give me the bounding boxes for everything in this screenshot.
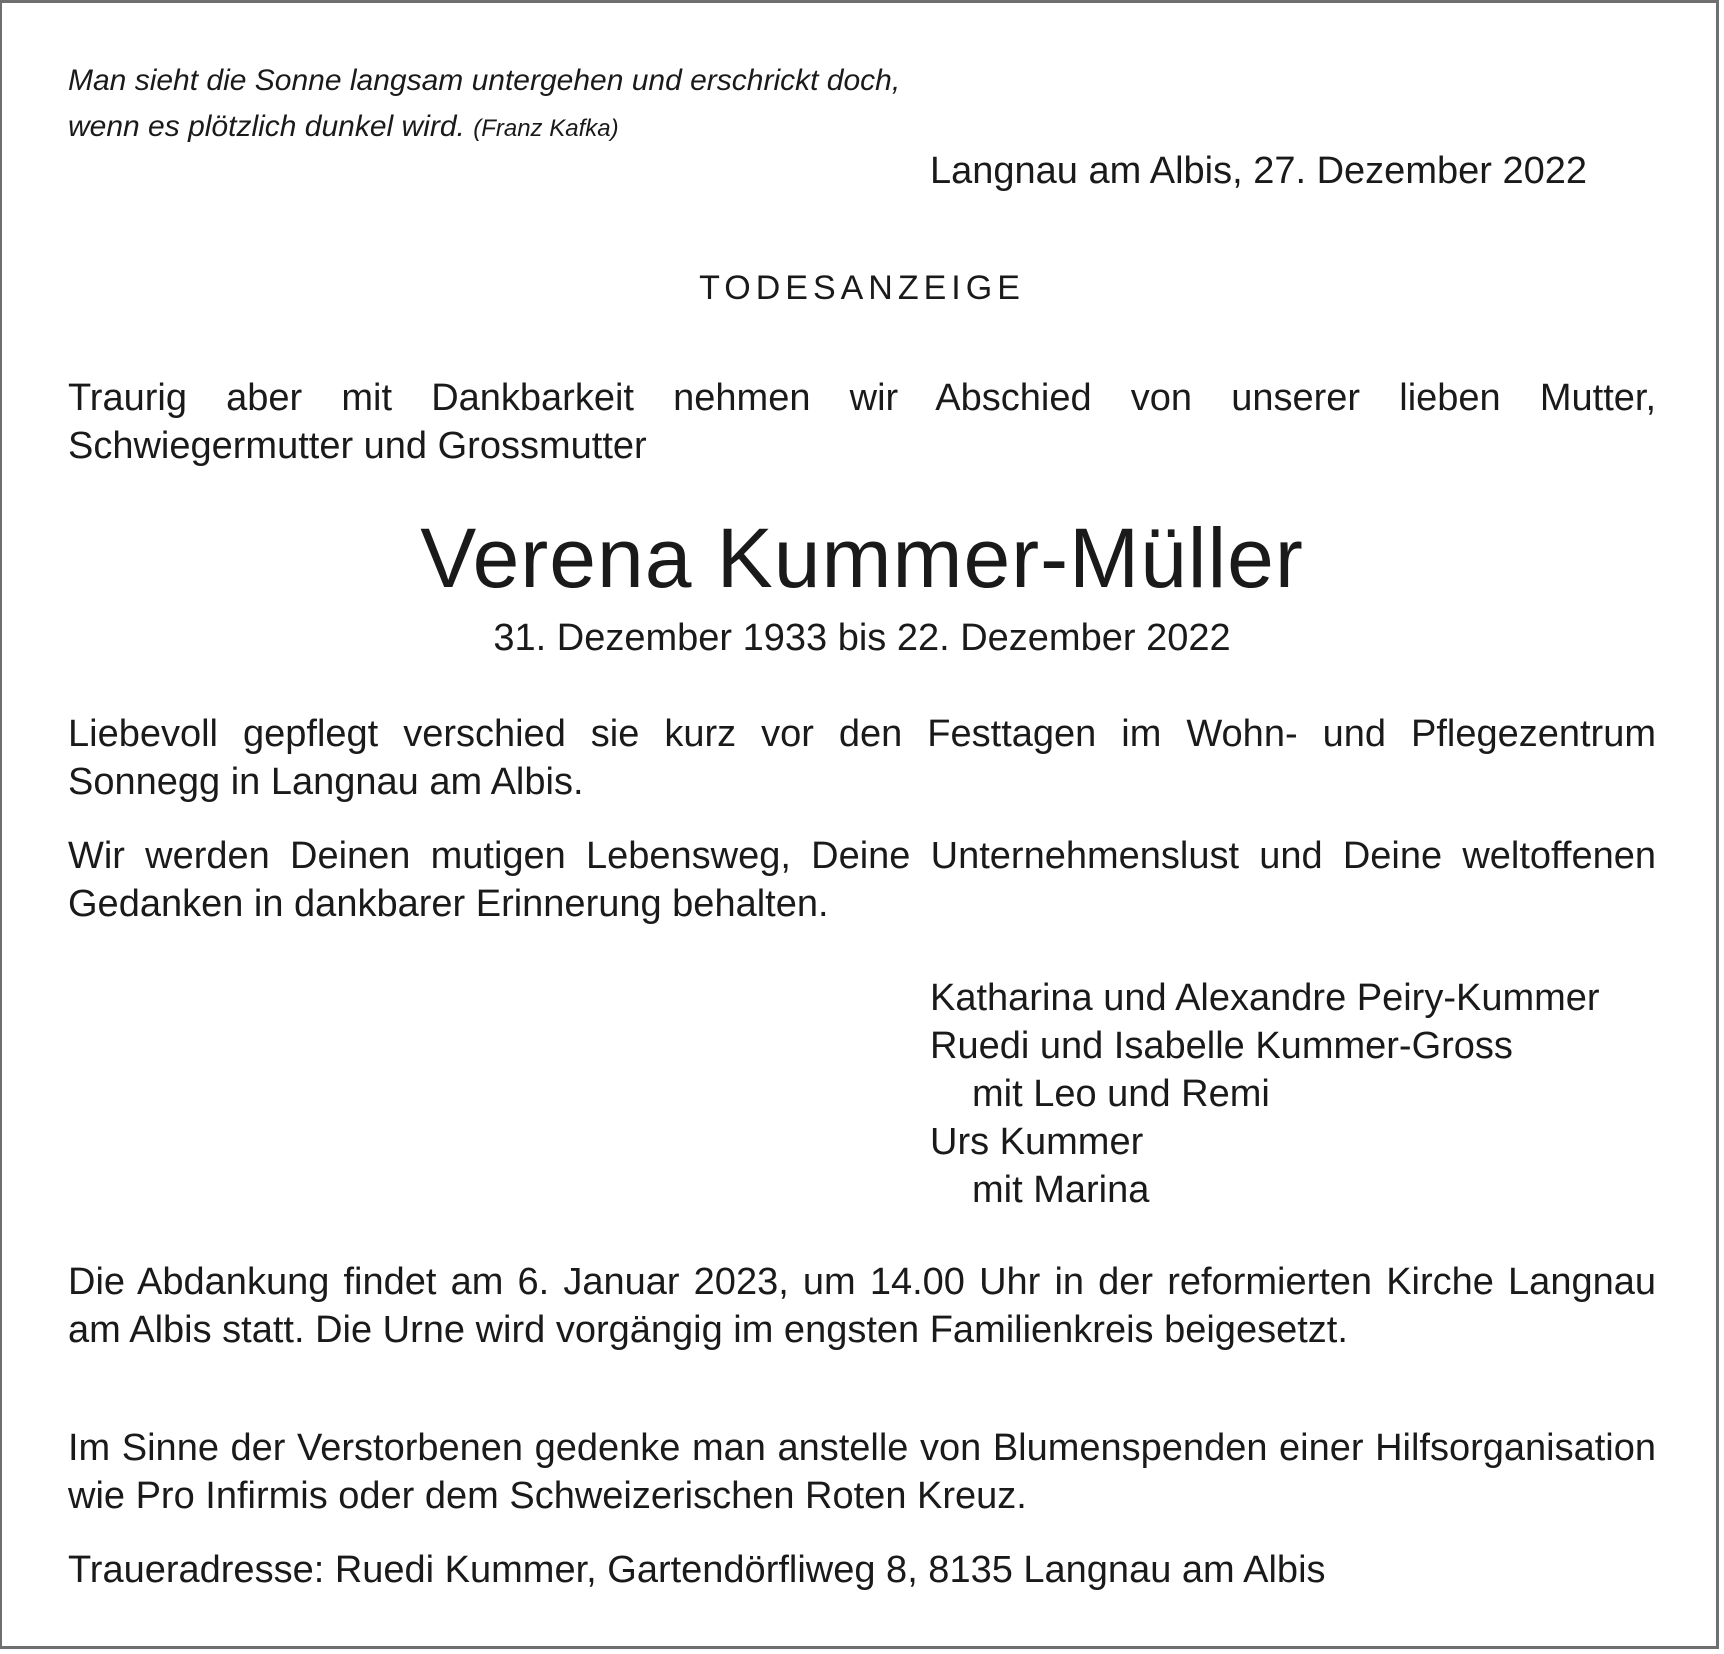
family-member: Urs Kummer — [930, 1121, 1144, 1163]
service-paragraph: Die Abdankung findet am 6. Januar 2023, um 14.00 Uhr in der reformierten Kirche Langnau am Albis statt. Die Urne wird vorgängig im engsten Familienkreis beigesetzt. — [68, 1261, 1656, 1351]
bereaved-family-list — [930, 974, 1600, 1214]
quote-line-1: Man sieht die Sonne langsam untergehen und erschrickt doch, — [68, 64, 901, 97]
deceased-name: Verena Kummer-Müller — [420, 511, 1304, 605]
place-and-date: Langnau am Albis, 27. Dezember 2022 — [930, 150, 1587, 192]
family-member: mit Marina — [972, 1169, 1150, 1211]
quote-line-2 — [68, 104, 900, 152]
passing-paragraph: Liebevoll gepflegt verschied sie kurz vor den Festtagen im Wohn- und Pflegezentrum Sonnegg in Langnau am Albis. — [68, 713, 1656, 803]
life-dates: 31. Dezember 1933 bis 22. Dezember 2022 — [493, 617, 1231, 659]
donation-paragraph: Im Sinne der Verstorbenen gedenke man anstelle von Blumenspenden einer Hilfsorganisation wie Pro Infirmis oder dem Schweizerischen Roten Kreuz. — [68, 1427, 1656, 1517]
notice-heading: TODESANZEIGE — [699, 269, 1025, 307]
family-member: Ruedi und Isabelle Kummer-Gross — [930, 1025, 1513, 1067]
family-member: mit Leo und Remi — [972, 1073, 1270, 1115]
quote-line-2-text: wenn es plötzlich dunkel wird. — [68, 110, 465, 143]
kafka-quote — [68, 58, 900, 152]
family-member: Katharina und Alexandre Peiry-Kummer — [930, 977, 1600, 1019]
quote-author: (Franz Kafka) — [473, 115, 619, 142]
memory-paragraph: Wir werden Deinen mutigen Lebensweg, Deine Unternehmenslust und Deine weltoffenen Gedanken in dankbarer Erinnerung behalten. — [68, 835, 1656, 925]
intro-paragraph: Traurig aber mit Dankbarkeit nehmen wir Abschied von unserer lieben Mutter, Schwiegermutter und Grossmutter — [68, 377, 1656, 467]
mourning-address: Traueradresse: Ruedi Kummer, Gartendörfliweg 8, 8135 Langnau am Albis — [68, 1549, 1326, 1591]
